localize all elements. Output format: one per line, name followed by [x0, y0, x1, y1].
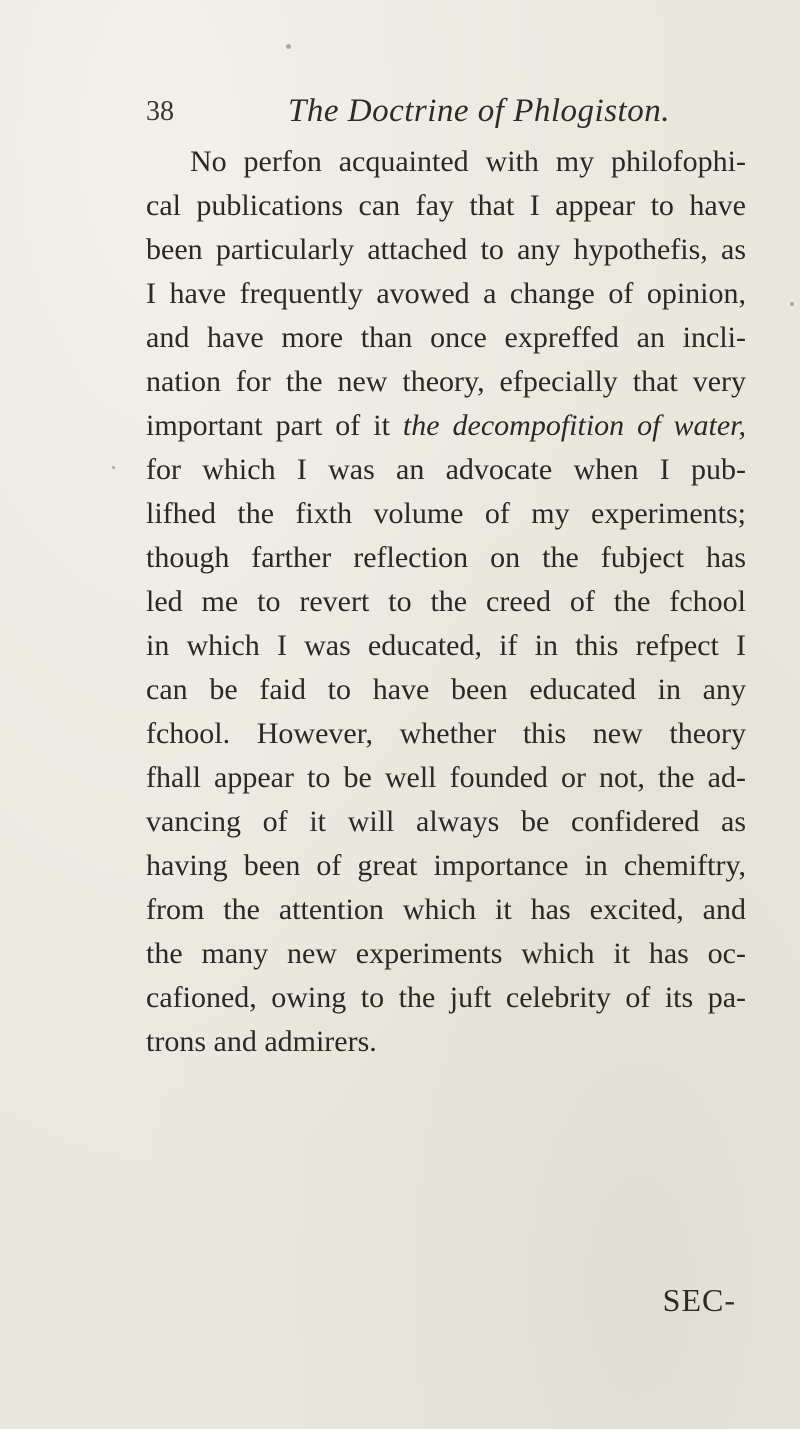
- text-line: the many new experiments which it has oc-: [146, 937, 746, 970]
- text-line: nation for the new theory, efpecially that very: [146, 365, 746, 398]
- catchword: SEC-: [662, 1282, 736, 1318]
- text-line: can be faid to have been educated in any: [146, 673, 746, 706]
- running-head: The Doctrine of Phlogiston.: [288, 93, 670, 129]
- text-line: from the attention which it has excited, and: [146, 893, 746, 926]
- text-line: in which I was educated, if in this refpect I: [146, 629, 746, 662]
- body-paragraph: [146, 140, 746, 1064]
- text-line: having been of great importance in chemiftry,: [146, 849, 746, 882]
- text-line: vancing of it will always be confidered as: [146, 805, 746, 838]
- text-line: cafioned, owing to the juft celebrity of its pa-: [146, 981, 746, 1014]
- text-line-prefix: important part of it: [146, 409, 403, 442]
- text-line: been particularly attached to any hypothefis, as: [146, 233, 746, 266]
- text-line-with-italic: [146, 404, 746, 448]
- text-line: fchool. However, whether this new theory: [146, 717, 746, 750]
- italic-phrase: the decompofition of water,: [402, 409, 746, 442]
- text-line: fhall appear to be well founded or not, the ad-: [146, 761, 746, 794]
- text-line: and have more than once expreffed an incli-: [146, 321, 746, 354]
- page-header: [146, 93, 746, 136]
- text-line: for which I was an advocate when I pub-: [146, 453, 746, 486]
- paper-speck: [286, 44, 291, 49]
- text-line: led me to revert to the creed of the fchool: [146, 585, 746, 618]
- paper-speck: [790, 302, 794, 306]
- text-line: No perfon acquainted with my philofophi-: [190, 145, 746, 178]
- text-line: though farther reflection on the fubject has: [146, 541, 746, 574]
- text-line: I have frequently avowed a change of opinion,: [146, 277, 746, 310]
- page-number: 38: [146, 96, 174, 127]
- text-line: cal publications can fay that I appear to have: [146, 189, 746, 222]
- text-line: lifhed the fixth volume of my experiments;: [146, 497, 746, 530]
- text-line-last: trons and admirers.: [146, 1025, 377, 1058]
- paper-speck: [112, 466, 115, 469]
